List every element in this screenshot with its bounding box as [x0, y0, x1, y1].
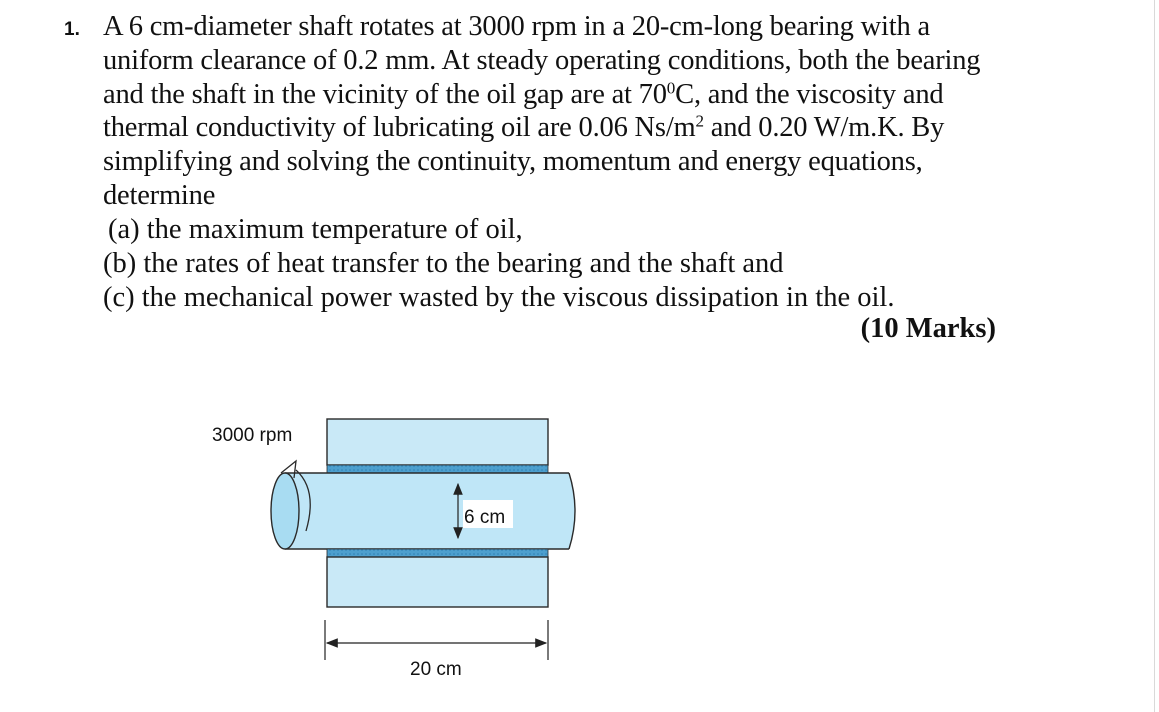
question-line: and the shaft in the vicinity of the oil gap are at $70^0C$, and the viscosity and — [103, 78, 944, 110]
length-label: 20 cm — [410, 659, 462, 680]
question-line: simplifying and solving the continuity, momentum and energy equations, — [103, 146, 923, 178]
sub-question-c: (c) the mechanical power wasted by the viscous dissipation in the oil. — [103, 282, 895, 313]
sub-question-b: (b) the rates of heat transfer to the bearing and the shaft and — [103, 248, 784, 279]
shaft-right-end — [569, 473, 575, 549]
superscript: 2 — [695, 112, 704, 131]
question-number: 1. — [64, 19, 80, 40]
diameter-label: 6 cm — [464, 507, 506, 528]
question-line: determine — [103, 179, 216, 211]
speed-label: 3000 rpm — [212, 425, 293, 446]
question-line: A 6 cm-diameter shaft rotates at 3000 rpm in a 20-cm-long bearing with a — [103, 11, 930, 42]
sub-question-a: (a) the maximum temperature of oil, — [108, 214, 523, 245]
bearing-bottom — [327, 557, 548, 607]
oil-film-bottom — [327, 549, 548, 557]
shaft — [285, 473, 569, 549]
question-line: thermal conductivity of lubricating oil are 0.06 $Ns/m^2$ and 0.20 W/m.K. By — [103, 112, 945, 144]
oil-film-top — [327, 465, 548, 473]
superscript: 0 — [666, 78, 676, 98]
marks-label: (10 Marks) — [860, 313, 996, 344]
question-line: uniform clearance of 0.2 mm. At steady operating conditions, both the bearing — [103, 44, 981, 76]
bearing-top — [327, 419, 548, 465]
shaft-left-end — [271, 473, 299, 549]
